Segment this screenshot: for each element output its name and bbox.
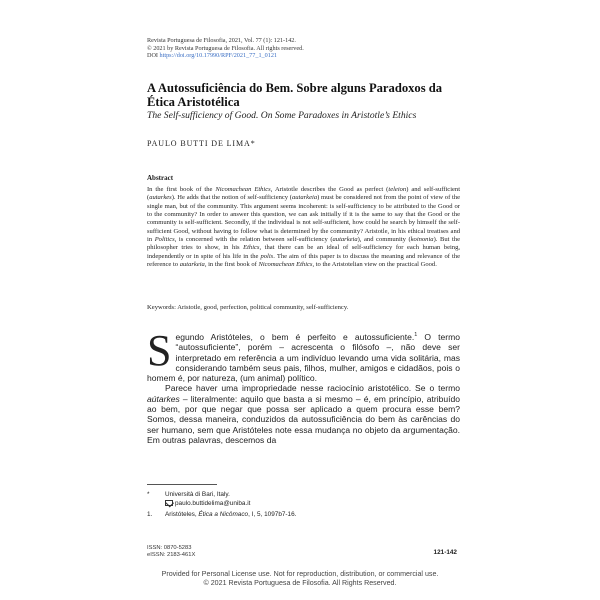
issn: ISSN: 0870-5283 [147, 545, 192, 551]
email-note [147, 500, 460, 509]
license-line-2: © 2021 Revista Portuguesa de Filosofia. All Rights Reserved. [203, 579, 397, 587]
keywords: Keywords: Aristotle, good, perfection, political community, self-sufficiency. [147, 304, 349, 311]
body-text [147, 326, 460, 445]
copyright-notice: © 2021 by Revista Portuguesa de Filosofia. All rights reserved. [147, 44, 304, 52]
footnote-divider [147, 484, 217, 485]
affiliation-note [147, 491, 460, 500]
article-title: A Autossuficiência do Bem. Sobre alguns Paradoxos da Ética Aristotélica [147, 81, 443, 109]
doi-label: DOI [147, 52, 158, 60]
envelope-icon [165, 500, 173, 506]
affiliation-text: Università di Bari, Italy. [165, 491, 230, 498]
footnote-ref-1[interactable]: 1 [414, 332, 418, 339]
author-email[interactable]: paulo.buttidelima@uniba.it [175, 499, 251, 507]
license-line-1: Provided for Personal License use. Not for reproduction, distribution, or commercial use. [161, 570, 439, 578]
eissn: eISSN: 2183-461X [147, 552, 196, 559]
affiliation-mark: * [147, 491, 150, 498]
doi-link[interactable]: https://doi.org/10.17990/RPF/2021_77_1_0121 [159, 52, 278, 60]
body-paragraph-1: Segundo Aristóteles, o bem é perfeito e autossuficiente.$^1$ O termo “autossuficiente”, porém – acrescenta o filósofo –, não deve ser interpretado em referência a um indivíduo levando uma vida solitária, mas considerando também seus pais, filhos, mulher, amigos e cidadãos, pois o homem é, por natureza, (um animal) político. [147, 326, 460, 384]
footnote-1-text: Aristóteles, Ética a Nicômaco, I, 5, 1097b7-16. [165, 511, 297, 519]
issn-block [147, 545, 195, 559]
page-range: 121-142 [433, 549, 457, 556]
footnote-1-mark: 1. [147, 511, 153, 519]
author-name: PAULO BUTTI DE LIMA* [147, 139, 256, 148]
footnotes [147, 491, 460, 520]
abstract-heading: Abstract [147, 174, 174, 182]
license-notice [0, 570, 600, 588]
journal-header [147, 37, 457, 60]
drop-cap: S [147, 326, 172, 375]
doi-line [147, 52, 457, 60]
abstract-text: In the first book of the Nicomachean Ethics, Aristotle describes the Good as perfect (teleion) and self-sufficient (autarkes). He adds that the notion of self-sufficiency (autarkeia) must be considered not from the point of view of the single man, but of the community. This argument seems incoherent: is self-sufficiency to be attributed to the Good or to the community? In order to answer this question, we can ask initially if it is the same to say that the Good or the community is self-sufficient. Secondly, if the individual is not self-sufficient, how could he search by himself the self-sufficient Good, without having to follow what is determined by the community? Aristotle, in his ethical treatises and in Politics, is concerned with the relation between self-sufficiency (autarkeia), and community (koinonia). But the philosopher tries to show, in his Ethics, that there can be an ideal of self-sufficiency for each human being, independently or in spite of his life in the polis. The aim of this paper is to discuss the meaning and relevance of the reference to autarkeia, in the first book of Nicomachean Ethics, to the Aristotelian view on the practical Good. [147, 186, 461, 269]
body-paragraph-2: Parece haver uma impropriedade nesse raciocínio aristotélico. Se o termo aútarkes – literalmente: aquilo que basta a si mesmo – é, em princípio, atribuído ao bem, por que negar que possa ser aplicado a quem procura esse bem? Somos, dessa maneira, conduzidos da autossuficiência do bem às carências do ser humano, sem que Aristóteles note essa mudança no objeto da argumentação. Em outras palavras, descemos da [147, 383, 460, 445]
journal-citation: Revista Portuguesa de Filosofia, 2021, Vol. 77 (1): 121-142. [147, 37, 296, 44]
footnote-1 [147, 511, 460, 520]
article-subtitle: The Self-sufficiency of Good. On Some Paradoxes in Aristotle’s Ethics [147, 110, 417, 121]
